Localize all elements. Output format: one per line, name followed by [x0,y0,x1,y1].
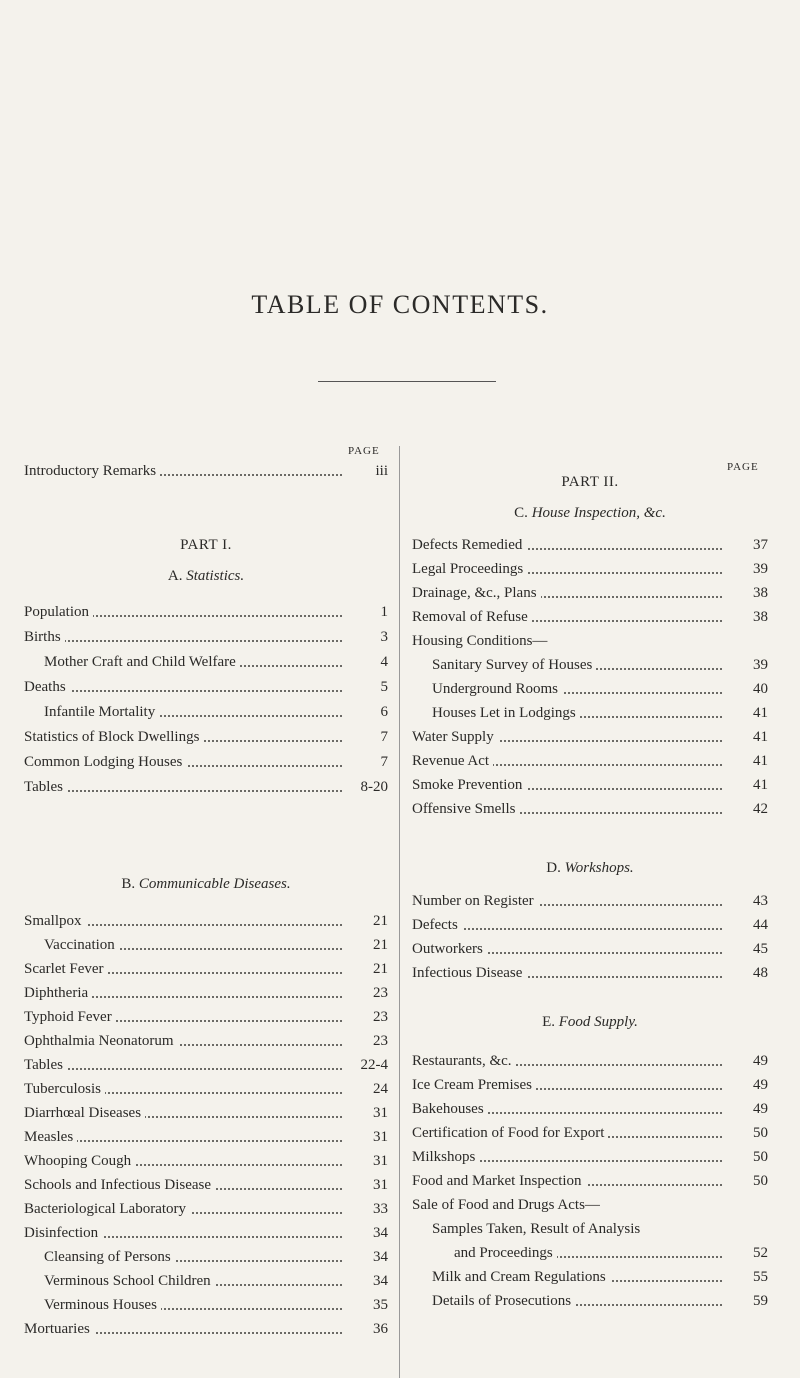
toc-entry[interactable]: Diphtheria 23 [24,982,388,1004]
right-page-header: PAGE [727,461,759,473]
section-c-heading: C. House Inspection, &c. [514,505,666,521]
left-page-header: PAGE [348,445,380,457]
section-b-heading: B. Communicable Diseases. [121,876,291,892]
toc-entry[interactable]: Certification of Food for Export 50 [412,1122,768,1144]
toc-entry[interactable]: Cleansing of Persons 34 [24,1246,388,1268]
toc-entry[interactable]: Legal Proceedings 39 [412,558,768,580]
toc-entry[interactable]: Measles 31 [24,1126,388,1148]
toc-entry[interactable]: Details of Prosecutions 59 [412,1290,768,1312]
toc-entry[interactable]: Ice Cream Premises 49 [412,1074,768,1096]
toc-entry[interactable]: Samples Taken, Result of Analysis [412,1218,768,1240]
column-divider [399,446,400,1378]
toc-entry[interactable]: Diarrhœal Diseases 31 [24,1102,388,1124]
toc-entry[interactable]: Scarlet Fever 21 [24,958,388,980]
toc-entry[interactable]: Verminous Houses 35 [24,1294,388,1316]
toc-entry[interactable]: Statistics of Block Dwellings 7 [24,726,388,748]
toc-entry[interactable]: Disinfection 34 [24,1222,388,1244]
toc-entry[interactable]: Vaccination 21 [24,934,388,956]
toc-entry[interactable]: Housing Conditions— [412,630,768,652]
toc-entry[interactable]: Infantile Mortality 6 [24,701,388,723]
toc-entry[interactable]: Bacteriological Laboratory 33 [24,1198,388,1220]
toc-entry[interactable]: Schools and Infectious Disease 31 [24,1174,388,1196]
entry-label: Introductory Remarks [24,463,160,479]
entry-page: iii [342,460,388,482]
toc-entry[interactable]: Mother Craft and Child Welfare 4 [24,651,388,673]
part-2-heading: PART II. [561,474,619,490]
toc-entry[interactable]: Sale of Food and Drugs Acts— [412,1194,768,1216]
toc-entry[interactable]: Smoke Prevention 41 [412,774,768,796]
toc-entry[interactable]: Defects 44 [412,914,768,936]
toc-entry[interactable]: Drainage, &c., Plans 38 [412,582,768,604]
toc-entry[interactable]: Removal of Refuse 38 [412,606,768,628]
part-1-heading: PART I. [180,537,232,553]
toc-entry[interactable]: Offensive Smells 42 [412,798,768,820]
page-title: TABLE OF CONTENTS. [251,290,549,319]
toc-entry[interactable]: Common Lodging Houses 7 [24,751,388,773]
toc-entry[interactable]: Number on Register 43 [412,890,768,912]
toc-entry[interactable]: Tables 22-4 [24,1054,388,1076]
toc-entry[interactable]: and Proceedings 52 [412,1242,768,1264]
toc-entry[interactable]: Sanitary Survey of Houses 39 [412,654,768,676]
toc-entry[interactable]: Ophthalmia Neonatorum 23 [24,1030,388,1052]
toc-entry[interactable]: Houses Let in Lodgings 41 [412,702,768,724]
toc-entry[interactable]: Defects Remedied 37 [412,534,768,556]
toc-entry[interactable]: Restaurants, &c. 49 [412,1050,768,1072]
toc-entry[interactable]: Underground Rooms 40 [412,678,768,700]
toc-entry[interactable]: Births 3 [24,626,388,648]
toc-entry[interactable]: Outworkers 45 [412,938,768,960]
toc-entry[interactable]: Infectious Disease 48 [412,962,768,984]
toc-entry[interactable]: Tuberculosis 24 [24,1078,388,1100]
toc-entry[interactable]: Typhoid Fever 23 [24,1006,388,1028]
toc-entry[interactable]: Tables 8-20 [24,776,388,798]
toc-entry[interactable]: Bakehouses 49 [412,1098,768,1120]
section-e-heading: E. Food Supply. [542,1014,638,1030]
toc-entry[interactable]: Smallpox 21 [24,910,388,932]
toc-entry[interactable]: Water Supply 41 [412,726,768,748]
toc-entry[interactable]: Milk and Cream Regulations 55 [412,1266,768,1288]
toc-entry[interactable]: Mortuaries 36 [24,1318,388,1340]
section-a-heading: A. Statistics. [167,568,245,584]
title-rule [318,381,496,382]
toc-entry[interactable]: Population 1 [24,601,388,623]
toc-entry-introductory-remarks[interactable] [24,460,388,482]
toc-entry[interactable]: Verminous School Children 34 [24,1270,388,1292]
toc-entry[interactable]: Revenue Act 41 [412,750,768,772]
toc-entry[interactable]: Milkshops 50 [412,1146,768,1168]
toc-entry[interactable]: Food and Market Inspection 50 [412,1170,768,1192]
section-d-heading: D. Workshops. [546,860,634,876]
toc-entry[interactable]: Whooping Cough 31 [24,1150,388,1172]
toc-entry[interactable]: Deaths 5 [24,676,388,698]
